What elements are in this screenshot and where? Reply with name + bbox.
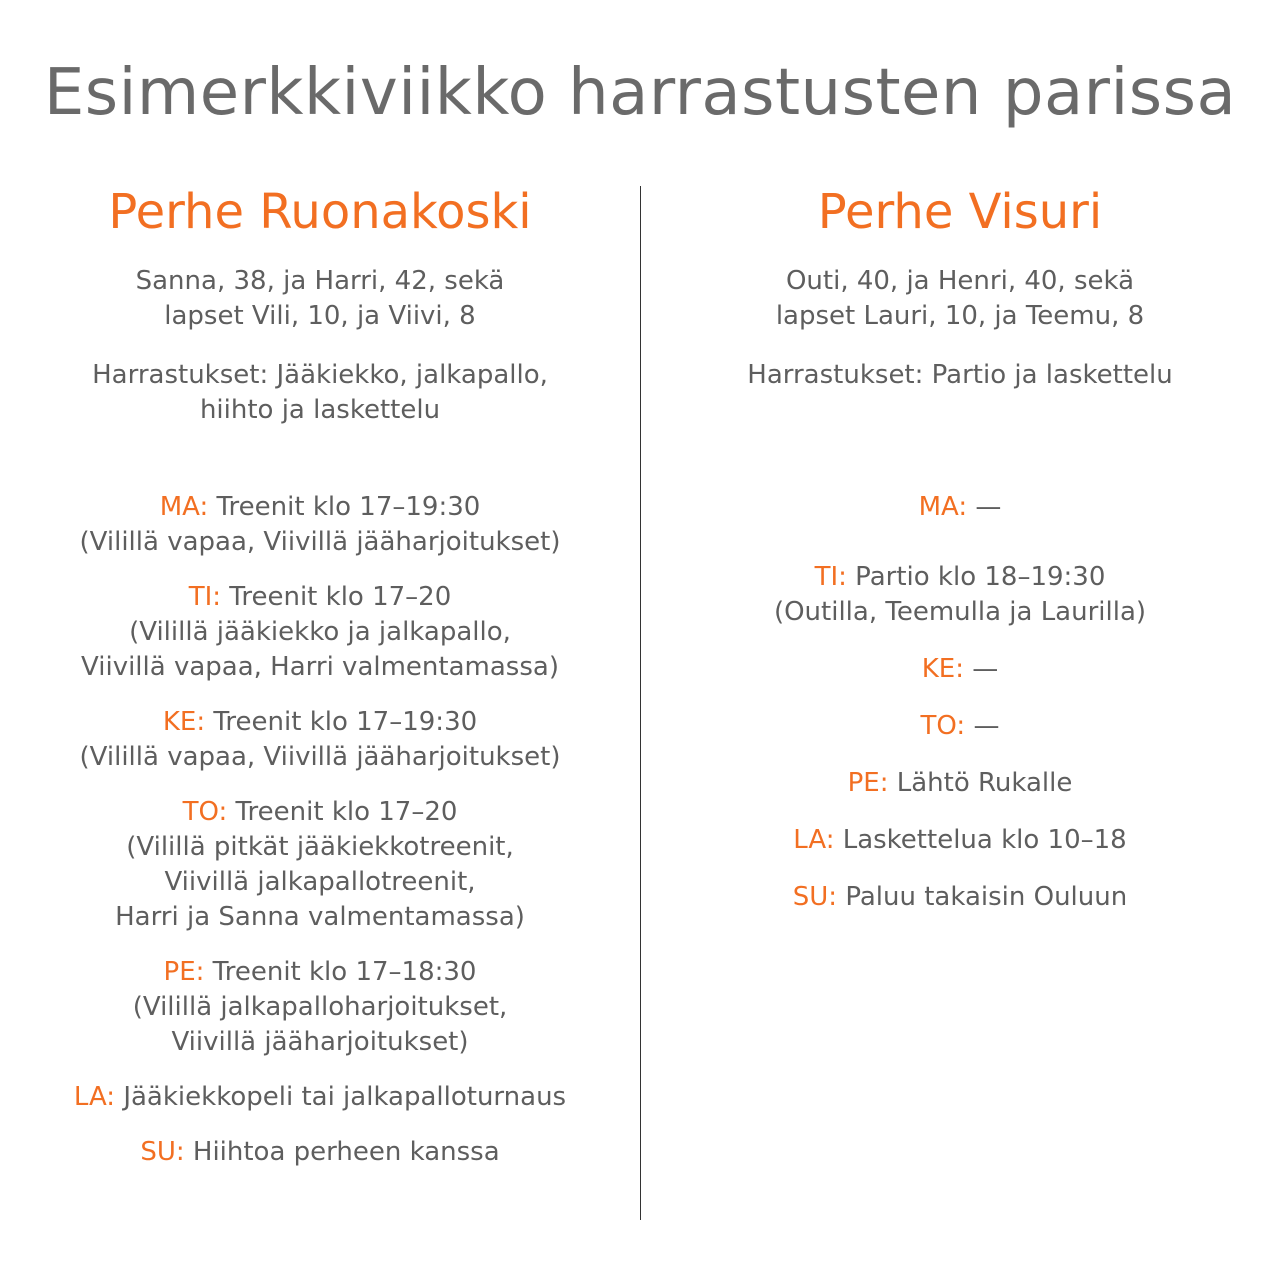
family-members — [10, 264, 630, 334]
schedule-entry-monday — [10, 490, 630, 560]
entry-text: Lähtö Rukalle — [888, 768, 1073, 798]
day-label: PE: — [163, 957, 205, 987]
day-label: LA: — [73, 1082, 116, 1112]
day-label: TO: — [182, 797, 228, 827]
entry-text: — — [967, 492, 1002, 522]
day-label: TI: — [188, 582, 222, 612]
entry-detail: (Vilillä vapaa, Viivillä jääharjoitukset) — [79, 742, 561, 772]
day-label: KE: — [162, 707, 206, 737]
entry-text: Partio klo 18–19:30 — [846, 562, 1106, 592]
members-line: lapset Lauri, 10, ja Teemu, 8 — [775, 301, 1145, 331]
schedule-entry-wednesday — [650, 652, 1270, 687]
schedule-entry-tuesday — [650, 560, 1270, 630]
hobbies-line: hiihto ja laskettelu — [199, 395, 441, 425]
day-label: SU: — [140, 1137, 185, 1167]
family-name: Perhe Visuri — [817, 184, 1103, 240]
schedule-entry-friday — [650, 766, 1270, 801]
entry-text: Laskettelua klo 10–18 — [834, 825, 1127, 855]
entry-text: Treenit klo 17–18:30 — [204, 957, 477, 987]
entry-detail: Harri ja Sanna valmentamassa) — [115, 902, 525, 932]
schedule-entry-monday — [650, 490, 1270, 525]
family-column-visuri — [650, 178, 1270, 915]
entry-text: Treenit klo 17–19:30 — [205, 707, 478, 737]
entry-detail: (Vilillä jalkapalloharjoitukset, — [132, 992, 508, 1022]
schedule-entry-thursday — [650, 709, 1270, 744]
entry-text: Jääkiekkopeli tai jalkapalloturnaus — [115, 1082, 567, 1112]
entry-detail: (Vilillä vapaa, Viivillä jääharjoitukset) — [79, 527, 561, 557]
page-title: Esimerkkiviikko harrastusten parissa — [43, 56, 1237, 130]
day-label: MA: — [159, 492, 209, 522]
entry-detail: (Outilla, Teemulla ja Laurilla) — [773, 597, 1147, 627]
entry-text: Paluu takaisin Ouluun — [837, 882, 1128, 912]
entry-text: Hiihtoa perheen kanssa — [184, 1137, 500, 1167]
family-members — [650, 264, 1270, 334]
schedule-entry-saturday — [10, 1080, 630, 1115]
entry-detail: Viivillä jalkapallotreenit, — [164, 867, 476, 897]
entry-detail: (Vilillä jääkiekko ja jalkapallo, — [129, 617, 511, 647]
members-line: Sanna, 38, ja Harri, 42, sekä — [135, 266, 505, 296]
family-hobbies — [650, 358, 1270, 393]
schedule-entry-tuesday — [10, 580, 630, 685]
members-line: lapset Vili, 10, ja Viivi, 8 — [164, 301, 476, 331]
entry-detail: (Vilillä pitkät jääkiekkotreenit, — [126, 832, 514, 862]
weekly-schedule — [650, 490, 1270, 915]
day-label: SU: — [792, 882, 838, 912]
column-divider — [640, 186, 641, 1220]
day-label: TO: — [920, 711, 966, 741]
entry-text: — — [965, 711, 1000, 741]
schedule-entry-wednesday — [10, 705, 630, 775]
entry-detail: Viivillä vapaa, Harri valmentamassa) — [81, 652, 559, 682]
family-column-ruonakoski — [10, 178, 630, 1170]
schedule-entry-sunday — [650, 880, 1270, 915]
hobbies-line: Harrastukset: Partio ja laskettelu — [747, 360, 1173, 390]
schedule-entry-saturday — [650, 823, 1270, 858]
hobbies-line: Harrastukset: Jääkiekko, jalkapallo, — [92, 360, 548, 390]
day-label: PE: — [847, 768, 889, 798]
weekly-schedule — [10, 490, 630, 1170]
day-label: LA: — [793, 825, 835, 855]
schedule-entry-sunday — [10, 1135, 630, 1170]
entry-text: Treenit klo 17–20 — [221, 582, 452, 612]
schedule-entry-friday — [10, 955, 630, 1060]
day-label: TI: — [814, 562, 847, 592]
entry-detail: Viivillä jääharjoitukset) — [171, 1027, 469, 1057]
schedule-entry-thursday — [10, 795, 630, 935]
entry-text: Treenit klo 17–19:30 — [208, 492, 481, 522]
family-hobbies — [10, 358, 630, 428]
family-name: Perhe Ruonakoski — [108, 184, 532, 240]
entry-text: Treenit klo 17–20 — [227, 797, 458, 827]
members-line: Outi, 40, ja Henri, 40, sekä — [785, 266, 1135, 296]
entry-text: — — [963, 654, 999, 684]
day-label: MA: — [918, 492, 968, 522]
day-label: KE: — [921, 654, 964, 684]
